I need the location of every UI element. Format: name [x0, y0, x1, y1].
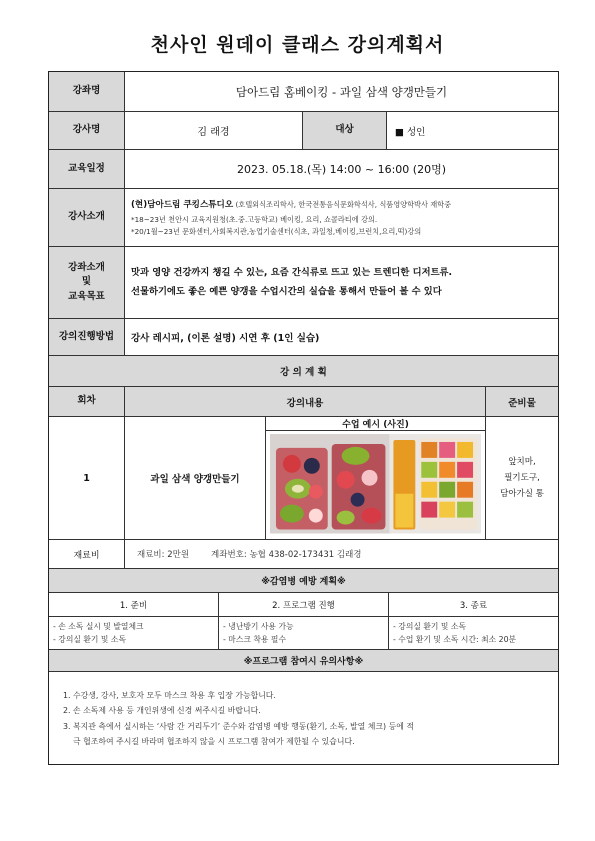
instructor-label: 강사명: [49, 112, 125, 149]
intro-credentials: (호텔외식조리학사, 한국전통음식문화학석사, 식품영양학박사 재학중: [233, 200, 452, 210]
prevention-prepare-items: [49, 617, 219, 649]
fee-label: 재료비: [49, 540, 125, 568]
instructor-value: 김 래경: [125, 112, 303, 149]
row-intro: [49, 189, 558, 247]
prevention-item: - 강의실 환기 및 소독: [393, 622, 466, 631]
row-schedule: [49, 150, 558, 189]
lecture-plan-table: [48, 71, 559, 765]
row-method: [49, 319, 558, 356]
goal-label-2: 및: [81, 276, 92, 288]
materials-line-1: 앞치마,: [508, 456, 536, 467]
method-value: 강사 레시피, (이론 설명) 시연 후 (1인 실습): [131, 333, 320, 344]
col-materials: 준비물: [508, 397, 536, 409]
yanggaeng-photo: [266, 431, 485, 539]
prevention-header: ※감염병 예방 계획※: [261, 577, 346, 587]
schedule-value: 2023. 05.18.(목) 14:00 ~ 16:00 (20명): [237, 163, 446, 176]
session-content: 과일 삼색 양갱만들기: [125, 417, 266, 539]
yanggaeng-photo-image: [270, 434, 481, 534]
note-item: 2. 손 소독제 사용 등 개인위생에 신경 써주시길 바랍니다.: [63, 706, 261, 716]
goal-label-3: 교육목표: [68, 290, 105, 302]
row-plan-session: [49, 417, 558, 540]
goal-line-1: 맛과 영양 건강까지 챙길 수 있는, 요즘 간식류로 뜨고 있는 트렌디한 디저트류.: [131, 266, 453, 278]
schedule-label: 교육일정: [49, 150, 125, 188]
row-course: [49, 72, 558, 112]
goal-label-1: 강좌소개: [68, 262, 105, 274]
goal-label: [49, 247, 125, 318]
goal-line-2: 선물하기에도 좋은 예쁜 양갱을 수업시간의 실습을 통해서 만들어 볼 수 있다: [131, 285, 442, 297]
target-value: ■ 성인: [395, 126, 426, 138]
row-instructor: [49, 112, 558, 150]
fee-amount: 재료비: 2만원: [137, 550, 190, 560]
method-label: 강의진행방법: [49, 319, 125, 355]
intro-studio: (현)담아드림 쿠킹스튜디오: [131, 200, 234, 211]
intro-text: [125, 189, 558, 246]
prevention-item: - 냉난방기 사용 가능: [223, 622, 294, 631]
course-value: 담아드림 홈베이킹 - 과일 삼색 양갱만들기: [235, 84, 448, 99]
plan-header: 강 의 계 획: [280, 367, 327, 378]
materials-line-2: 필기도구,: [504, 472, 540, 483]
prevention-col-progress: 2. 프로그램 진행: [219, 593, 389, 616]
row-notes: [49, 672, 558, 764]
session-number: 1: [49, 417, 125, 539]
target-label: 대상: [303, 112, 387, 149]
intro-line-2: *18~23년 천안시 교육지원청(초.중.고등학교) 베이킹, 요리, 쇼콜라티에 강의.: [131, 214, 378, 224]
photo-caption: 수업 예시 (사진): [266, 417, 485, 431]
prevention-item: - 마스크 착용 필수: [223, 635, 286, 645]
goal-text: [125, 247, 558, 318]
prevention-col-finish: 3. 종료: [459, 600, 488, 611]
note-item-continued: 극 협조하여 주시길 바라며 협조하지 않을 시 프로그램 참여가 제한될 수 있습니다.: [73, 737, 355, 747]
col-session: 회차: [49, 387, 125, 416]
notes-list: [49, 672, 558, 764]
fee-account: 계좌번호: 농협 438-02-173431 김래경: [211, 550, 362, 560]
prevention-item: - 수업 환기 및 소독 시간: 최소 20분: [393, 635, 517, 645]
row-prevention-items: [49, 617, 558, 650]
note-item: 1. 수강생, 강사, 보호자 모두 마스크 착용 후 입장 가능합니다.: [63, 691, 276, 700]
row-fee: [49, 540, 558, 569]
row-notes-header: [49, 650, 558, 672]
materials-line-3: 담아가실 통: [500, 489, 544, 500]
row-goal: [49, 247, 558, 319]
intro-label: 강사소개: [49, 189, 125, 246]
photo-cell: [266, 417, 486, 539]
col-content: 강의내용: [125, 387, 486, 416]
row-plan-header: [49, 356, 558, 387]
fee-value: [125, 540, 558, 568]
note-item: 3. 복지관 측에서 실시하는 ‘사람 간 거리두기’ 준수와 감염병 예방 행동(환기, 소독, 발열 체크) 등에 적: [63, 721, 414, 731]
notes-header: ※프로그램 참여시 유의사항※: [243, 657, 364, 667]
prevention-progress-items: [219, 617, 389, 649]
prevention-col-prepare: 1. 준비: [49, 593, 219, 616]
materials-cell: [486, 417, 558, 539]
prevention-item: - 강의실 환기 및 소독: [53, 635, 126, 645]
prevention-item: - 손 소독 실시 및 발열체크: [53, 622, 144, 631]
intro-line-3: *20/1월~23년 문화센터,사회복지관,농업기술센터(식초, 과일청,베이킹,브런치,요리,떡)강의: [131, 227, 422, 237]
row-prevention-header: [49, 569, 558, 593]
document-title: 천사인 원데이 클래스 강의계획서: [150, 34, 445, 56]
course-label: 강좌명: [49, 72, 125, 111]
row-plan-columns: [49, 387, 558, 417]
prevention-finish-items: [389, 617, 558, 649]
row-prevention-columns: [49, 593, 558, 617]
